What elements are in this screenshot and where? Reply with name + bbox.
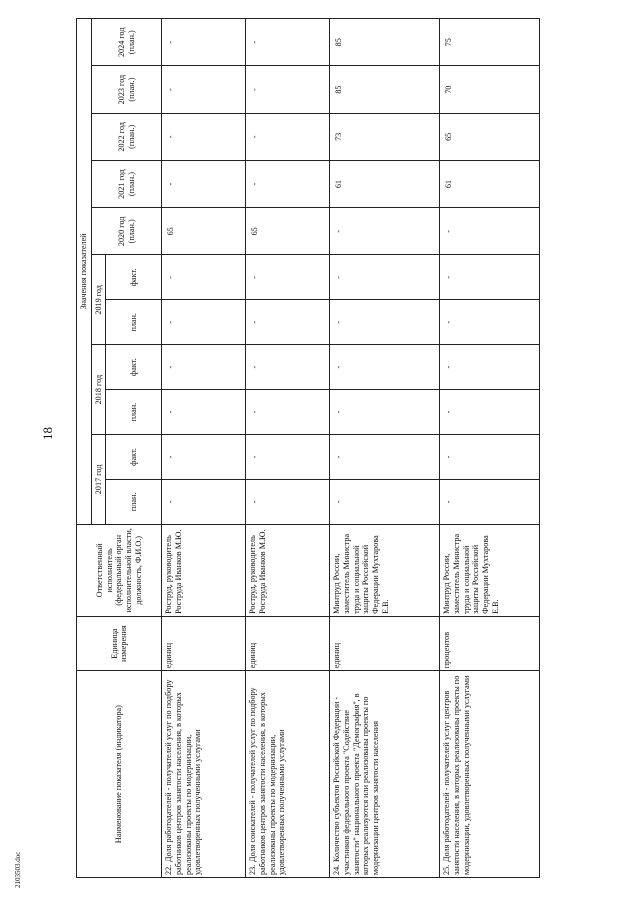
value-cell: 70 <box>440 66 540 113</box>
value-cell: - <box>246 345 330 390</box>
value-cell: - <box>162 435 246 480</box>
table-row <box>440 19 540 878</box>
header-2022: 2022 год (план.) <box>91 113 162 160</box>
value-cell: - <box>440 300 540 345</box>
value-cell: - <box>246 160 330 207</box>
header-unit: Единица измерения <box>77 616 162 670</box>
header-2019: 2019 год <box>91 255 106 345</box>
responsible-cell: Роструд, руководитель Роструда Иванков М.Ю. <box>246 524 330 616</box>
value-cell: - <box>330 345 440 390</box>
row-number: 22. <box>164 864 174 875</box>
value-cell: - <box>246 300 330 345</box>
value-cell: 61 <box>440 160 540 207</box>
header-name: Наименование показателя (индикатора) <box>77 671 162 878</box>
responsible-cell: Минтруд России, заместитель Министра труда и социальной защиты Российской Федерации Мухтарова Е.В. <box>330 524 440 616</box>
value-cell: - <box>246 479 330 524</box>
row-number: 23. <box>248 864 258 875</box>
page-number: 18 <box>40 427 55 440</box>
table-row <box>246 19 330 878</box>
value-cell: 75 <box>440 19 540 66</box>
unit-cell: единиц <box>246 616 330 670</box>
header-2017-plan: план. <box>106 479 162 524</box>
rotated-table-page <box>76 18 636 878</box>
header-values: Значения показателей <box>77 19 92 525</box>
value-cell: 73 <box>330 113 440 160</box>
header-2018-plan: план. <box>106 390 162 435</box>
table-row <box>162 19 246 878</box>
value-cell: 65 <box>162 208 246 255</box>
value-cell: 85 <box>330 66 440 113</box>
value-cell: - <box>162 160 246 207</box>
value-cell: - <box>330 390 440 435</box>
value-cell: - <box>246 19 330 66</box>
value-cell: - <box>246 66 330 113</box>
value-cell: - <box>330 479 440 524</box>
value-cell: - <box>440 479 540 524</box>
value-cell: - <box>440 435 540 480</box>
document-footer: 2103503.doc <box>14 851 22 888</box>
value-cell: 65 <box>246 208 330 255</box>
value-cell: - <box>330 255 440 300</box>
header-2018: 2018 год <box>91 345 106 435</box>
header-2017-fact: факт. <box>106 435 162 480</box>
value-cell: - <box>246 113 330 160</box>
value-cell: - <box>440 345 540 390</box>
unit-cell: процентов <box>440 616 540 670</box>
header-2023: 2023 год (план.) <box>91 66 162 113</box>
value-cell: 65 <box>440 113 540 160</box>
value-cell: - <box>162 66 246 113</box>
value-cell: - <box>162 390 246 435</box>
value-cell: - <box>440 255 540 300</box>
row-number: 25. <box>442 864 452 875</box>
header-2021: 2021 год (план.) <box>91 160 162 207</box>
table-row <box>330 19 440 878</box>
unit-cell: единиц <box>330 616 440 670</box>
value-cell: - <box>330 435 440 480</box>
header-2019-fact: факт. <box>106 255 162 300</box>
unit-cell: единиц <box>162 616 246 670</box>
value-cell: - <box>246 390 330 435</box>
indicator-name: 23.Доля соискателей - получателей услуг по подбору работников центров занятости населения, в которых реализованы проекты по модернизации, удовлетворенных полученными услугами <box>246 671 330 878</box>
value-cell: - <box>440 208 540 255</box>
responsible-cell: Роструд, руководитель Роструда Иванков М.Ю. <box>162 524 246 616</box>
value-cell: 61 <box>330 160 440 207</box>
value-cell: - <box>330 300 440 345</box>
value-cell: - <box>162 345 246 390</box>
value-cell: - <box>246 255 330 300</box>
row-number: 24. <box>332 864 342 875</box>
value-cell: 85 <box>330 19 440 66</box>
value-cell: - <box>246 435 330 480</box>
indicator-name: 22.Доля работодателей - получателей услуг по подбору работников центров занятости населения, в которых реализованы проекты по модернизации, удовлетворенных полученными услугами <box>162 671 246 878</box>
value-cell: - <box>330 208 440 255</box>
indicators-table <box>76 18 540 878</box>
header-responsible: Ответственный исполнитель (федеральный орган исполнительной власти, должность, Ф.И.О.) <box>77 524 162 616</box>
header-2017: 2017 год <box>91 435 106 525</box>
value-cell: - <box>162 113 246 160</box>
value-cell: - <box>440 390 540 435</box>
header-2018-fact: факт. <box>106 345 162 390</box>
responsible-cell: Минтруд России, заместитель Министра труда и социальной защиты Российской Федерации Мухтарова Е.В. <box>440 524 540 616</box>
value-cell: - <box>162 19 246 66</box>
header-2020: 2020 год (план.) <box>91 208 162 255</box>
indicator-name: 24.Количество субъектов Российской Федерации - участников федерального проекта "Содействие занятости" национального проекта "Демография", в которых реализуются или реализованы проекты по модернизации центров занятости населения <box>330 671 440 878</box>
value-cell: - <box>162 255 246 300</box>
header-2019-plan: план. <box>106 300 162 345</box>
indicator-name: 25.Доля работодателей - получателей услуг центров занятости населения, в которых реализованы проекты по модернизации, удовлетворенных полученными услугами <box>440 671 540 878</box>
value-cell: - <box>162 300 246 345</box>
value-cell: - <box>162 479 246 524</box>
header-2024: 2024 год (план.) <box>91 19 162 66</box>
